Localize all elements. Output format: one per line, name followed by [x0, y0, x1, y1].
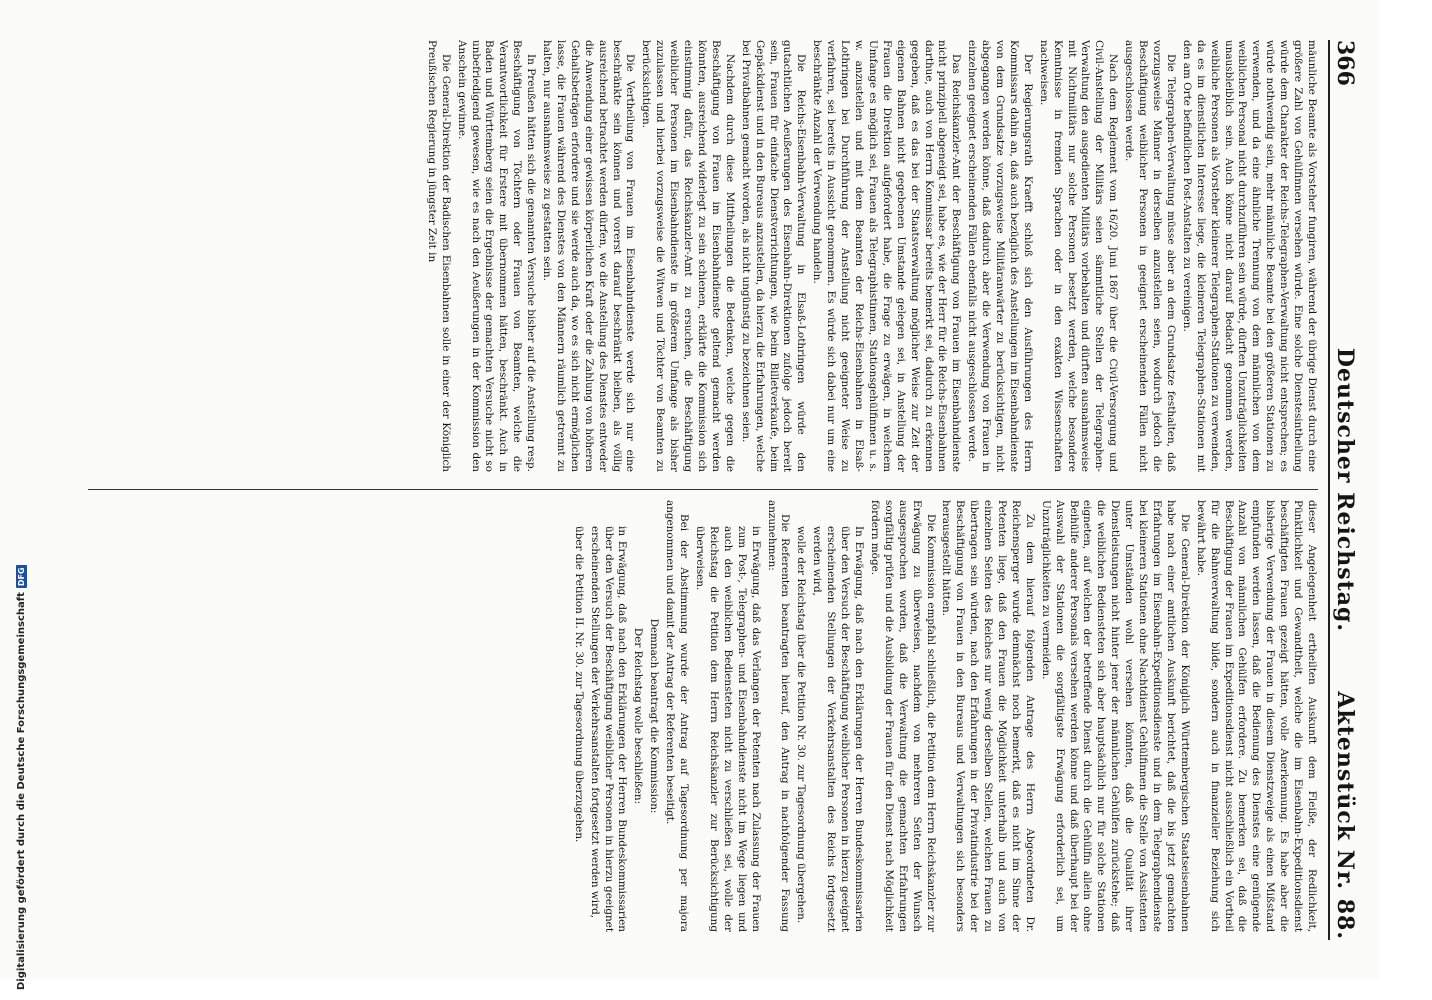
paragraph: Bei der Abstimmung wurde der Antrag auf Tagesordnung per majora angenommen und damit der Antrag der Referenten beseitigt.	[664, 500, 691, 932]
page-number: 366	[1332, 40, 1358, 86]
paragraph: in Erwägung, daß das Verlangen der Petenten nach Zulassung der Frauen zum Post-, Telegraphen- und Eisenbahndienste nicht im Wege liegen und auch den weiblichen Bediensteten nicht zu verschließen sei, wolle der Reichstag die Petition dem Herrn Reichskanzler zur Berücksichtigung überweisen.	[694, 526, 762, 932]
paragraph: mäunliche Beamte als Vorsteher fungiren, während der übrige Dienst durch eine größere Zahl von Gehülfinnen versehen würde. Eine solche Dienstesintheilung würde dem Charakter der Reichs-Telegraphen-Verwaltung nicht entsprechen; es würde nothwendig sein, mehr männliche Beamte bei den größeren Stationen zu verwenden, und da eine ähnliche Trennung von dem männlichen von dem weiblichen Personal nicht durchzuführen sein würde, dürften Unzuträglichkeiten unausbleiblich sein. Auch könne nicht darauf Bedacht genommen werden, weibliche Personen als Vorsteher kleinerer Telegraphen-Stationen zu verwenden, da es im dienstlichen Interesse liege, die kleineren Telegraphen-Stationen mit den am Orte befindlichen Post-Anstalten zu vereinigen.	[1180, 40, 1318, 472]
credit-text: Digitalisierung gefördert durch die Deutsche Forschungsgemeinschaft	[15, 592, 27, 990]
paragraph: Die Telegraphen-Verwaltung müsse aber an dem Grundsatze festhalten, daß vorzugsweise Männer in derselben anzustellen seien, wodurch jedoch die Beschäftigung weiblicher Personen in geeignet erscheinenden Fällen nicht ausgeschlossen werde.	[1123, 40, 1177, 472]
paragraph: Das Reichskanzler-Amt der Beschäftigung von Frauen im Eisenbahndienste nicht prinzipiell abgeneigt sei, habe es, wie der Herr für die Reichs-Eisenbahnen darthue, auch von Herrn Kommissar bereits bemerkt sei, dadurch zu erkennen gegeben, daß es das bei der Staatsverwaltung möglicher Weise zur Zeit der eigenen Bahnen nicht gegebenen Umstande gelegen sei, in Anstellung der Frauen die Direktion aufgefordert habe, die Frage zu erwägen, in welchem Umfange es möglich sei, Frauen als Telegraphistinnen, Stationsgehülfinnen u. s. w. anzustellen und mit dem Beamten der Reichs-Eisenbahnen in Elsaß-Lothringen bei Durchführung der Anstellung nicht geeigneter Weise zu verfahren, sei bereits in Aussicht genommen. Es würde sich dabei nur um eine beschränkte Anzahl der Verwendung handeln.	[811, 40, 963, 472]
digitization-credit	[14, 567, 28, 990]
paragraph: über die Petition II. Nr. 30. zur Tagesordnung überzugehen.	[572, 526, 585, 843]
header-title: Deutscher Reichstag.	[1332, 347, 1358, 633]
paragraph: Zu dem hierauf folgenden Antrage des Herrn Abgeordneten Dr. Reichensperger wurde demnächst noch bemerkt, daß es nicht im Sinne der Petenten liege, daß den Frauen die Möglichkeit unterhalb und auch von einzelnen Seiten des Reiches nur wenig derselben Stellen, welchen Frauen zu übertragen sein würden, nach den Erfahrungen in der Privatindustrie bei der Beschäftigung von Frauen in den Bureaus und Verwaltungen sich besonders herausgestellt hätten.	[940, 500, 1036, 932]
paragraph: Die Referenten beantragten hierauf, den Antrag in nachfolgender Fassung anzunehmen:	[765, 500, 792, 932]
right-text-column	[28, 500, 1318, 932]
paragraph: In Erwägung, daß nach den Erklärungen der Herren Bundeskommissarien über den Versuch der Beschäftigung weiblicher Personen in hierzu geeignet erscheinenden Stellungen der Verkehrsanstalten des Reichs fortgesetzt werden wird,	[811, 526, 865, 932]
paragraph: dieser Angelegenheit ertheilten Auskunft dem Fleiße, der Redlichkeit, Pünktlichkeit und Gewandtheit, welche die im Eisenbahn-Expeditionsdienst beschäftigten Frauen gezeigt hätten, volle Anerkennung. Es habe aber die bisherige Verwendung der Frauen in diesem Dienstzweige als einen Mißstand empfunden werden lassen, daß die Bedienung des Dienstes eine genügende Anzahl von männlichen Gehülfen erfordere. Zu bemerken sei, daß die Beschäftigung der Frauen im Expeditionsdienst nicht ausschließlich ein Vortheil für die Bahnverwaltung bilde, sondern auch in finanzieller Beziehung sich bewährt habe.	[1194, 500, 1318, 932]
dfg-logo: DFG	[16, 567, 26, 587]
paragraph: Die Vertheilung von Frauen im Eisenbahndienste werde sich nur eine beschränkte sein können und vorerst darauf beschränkt bleiben, als völlig ausreichend betrachtet werden dürfen, wo die Anstellung des Dienstes entweder die Anwendung einer gewissen körperlichen Kraft oder die Zahlung von höheren Gehaltsbeträgen erfordere und sie werde auch da, wo es sich nicht ermöglichen lasse, die Frauen während des Dienstes von den Männern räumlich getrennt zu halten, nur ausnahmsweise zu gestatten sein.	[541, 40, 637, 472]
header-reference: Aktenstück Nr. 88.	[1332, 691, 1358, 940]
paragraph: Der Regierungsrath Kraefft schloß sich den Ausführungen des Herrn Kommissars dahin an, daß auch bezüglich des Anstellungen im Eisenbahndienste von dem Grundsatze vorzugsweise Militäranwärter zu berücksichtigen, nicht abgegangen werden könne, daß dadurch aber die Verwendung von Frauen in einzelnen geeignet erscheinenden Fällen ebenfalls nicht ausgeschlossen werde.	[966, 40, 1034, 472]
running-head	[1328, 40, 1360, 940]
paragraph: in Erwägung, daß nach den Erklärungen der Herren Bundeskommissarien über den Versuch der Beschäftigung weiblicher Personen in hierzu geeignet erscheinenden Stellungen der Verkehrsanstalten fortgesetzt werden wird,	[588, 526, 629, 932]
paragraph: Die Reichs-Eisenbahn-Verwaltung in Elsaß-Lothringen würde den gutachtlichen Aeußerungen des Eisenbahn-Direktionen zufolge jedoch bereit sein, Frauen für einfache Dienstverrichtungen, wie beim Billetverkaufe, beim Gepäckdienst und in den Bureaus anzustellen, da hierzu die Erfahrungen, welche bei Privatbahnen gemacht worden, als nicht ungünstig zu bezeichnen seien.	[739, 40, 808, 472]
left-text-column	[28, 40, 1318, 472]
paragraph: Die General-Direktion der Königlich Württembergischen Staatseisenbahnen habe nach einer amtlichen Auskunft berichtet, daß die bis jetzt gemachten Erfahrungen im Eisenbahn-Expeditionsdienste und in dem Telegraphendienste bei kleineren Stationen ohne Nachtdienst Gehülfinnen die Stelle von Assistenten unter Umständen wohl versehen könnten, daß die Qualität ihrer Dienstleistungen nicht hinter jener der männlichen Gehülfen zurückstehe; daß die weiblichen Bediensteten sich aber hauptsächlich nur für solche Stationen eigneten, auf welchen der betreffende Dienst durch die Gehülfin allein ohne Beihülfe anderer Personals versehen werden könne und daß überhaupt bei der Auswahl der Stationen die sorgfältigste Erwägung erforderlich sei, um Unzuträglichkeiten zu vermeiden.	[1039, 500, 1191, 932]
column-divider	[88, 489, 1318, 490]
paragraph: wolle der Reichstag über die Petition Nr. 30. zur Tagesordnung übergehen.	[795, 526, 808, 924]
paragraph: Demnach beantragt die Kommission:	[648, 618, 661, 814]
paragraph: Die Kommission empfahl schließlich, die Petition dem Herrn Reichskanzler zur Erwägung zu überweisen, nachdem von mehreren Seiten der Wunsch ausgesprochen worden, daß die Verwaltung die gemachten Erfahrungen sorgfältig prüfen und die Ausbildung der Frauen für den Dienst nach Möglichkeit fördern möge.	[868, 500, 937, 932]
paragraph: Nach dem Reglement vom 16/20. Juni 1867 über die Civil-Versorgung und Civil-Anstellung der Militärs seien sämmtliche Stellen der Telegraphen-Verwaltung den ausgedienten Militärs vorbehalten und dürften ausnahmsweise mit Nichtmilitärs nur solche Personen besetzt werden, welche besondere Kenntnisse in fremden Sprachen oder in den exakten Wissenschaften nachweisen.	[1037, 40, 1120, 472]
paragraph: Der Reichstag wolle beschließen:	[632, 627, 645, 805]
paragraph: Nachdem durch diese Mittheilungen die Bedenken, welche gegen die Beschäftigung von Frauen im Eisenbahndienste geltend gemacht werden könnten, ausreichend widerlegt zu sein schienen, erklärte die Kommission sich einstimmig dafür, das Reichskanzler-Amt zu ersuchen, die Beschäftigung weiblicher Personen im Eisenbahndienste in größerem Umfange als bisher zuzulassen und hierbei vorzugsweise die Witwen und Töchter von Beamten zu berücksichtigen.	[640, 40, 736, 472]
paragraph: In Preußen hätten sich die genannten Versuche bisher auf die Anstellung resp. Beschäftigung von Töchtern oder Frauen von Beamten, welche die Verantwortlichkeit für Erstere mit übernommen hätten, beschränkt. Auch in Baden und Württemberg seien die Ergebnisse der gemachten Versuche nicht so unbefriedigend gewesen, wie es nach den Aeußerungen in der Kommission den Anschein gewinne.	[455, 40, 538, 472]
paragraph: Die General-Direktion der Badischen Eisenbahnen solle in einer der Königlich Preußischen Regierung in jüngster Zeit in	[425, 40, 452, 472]
